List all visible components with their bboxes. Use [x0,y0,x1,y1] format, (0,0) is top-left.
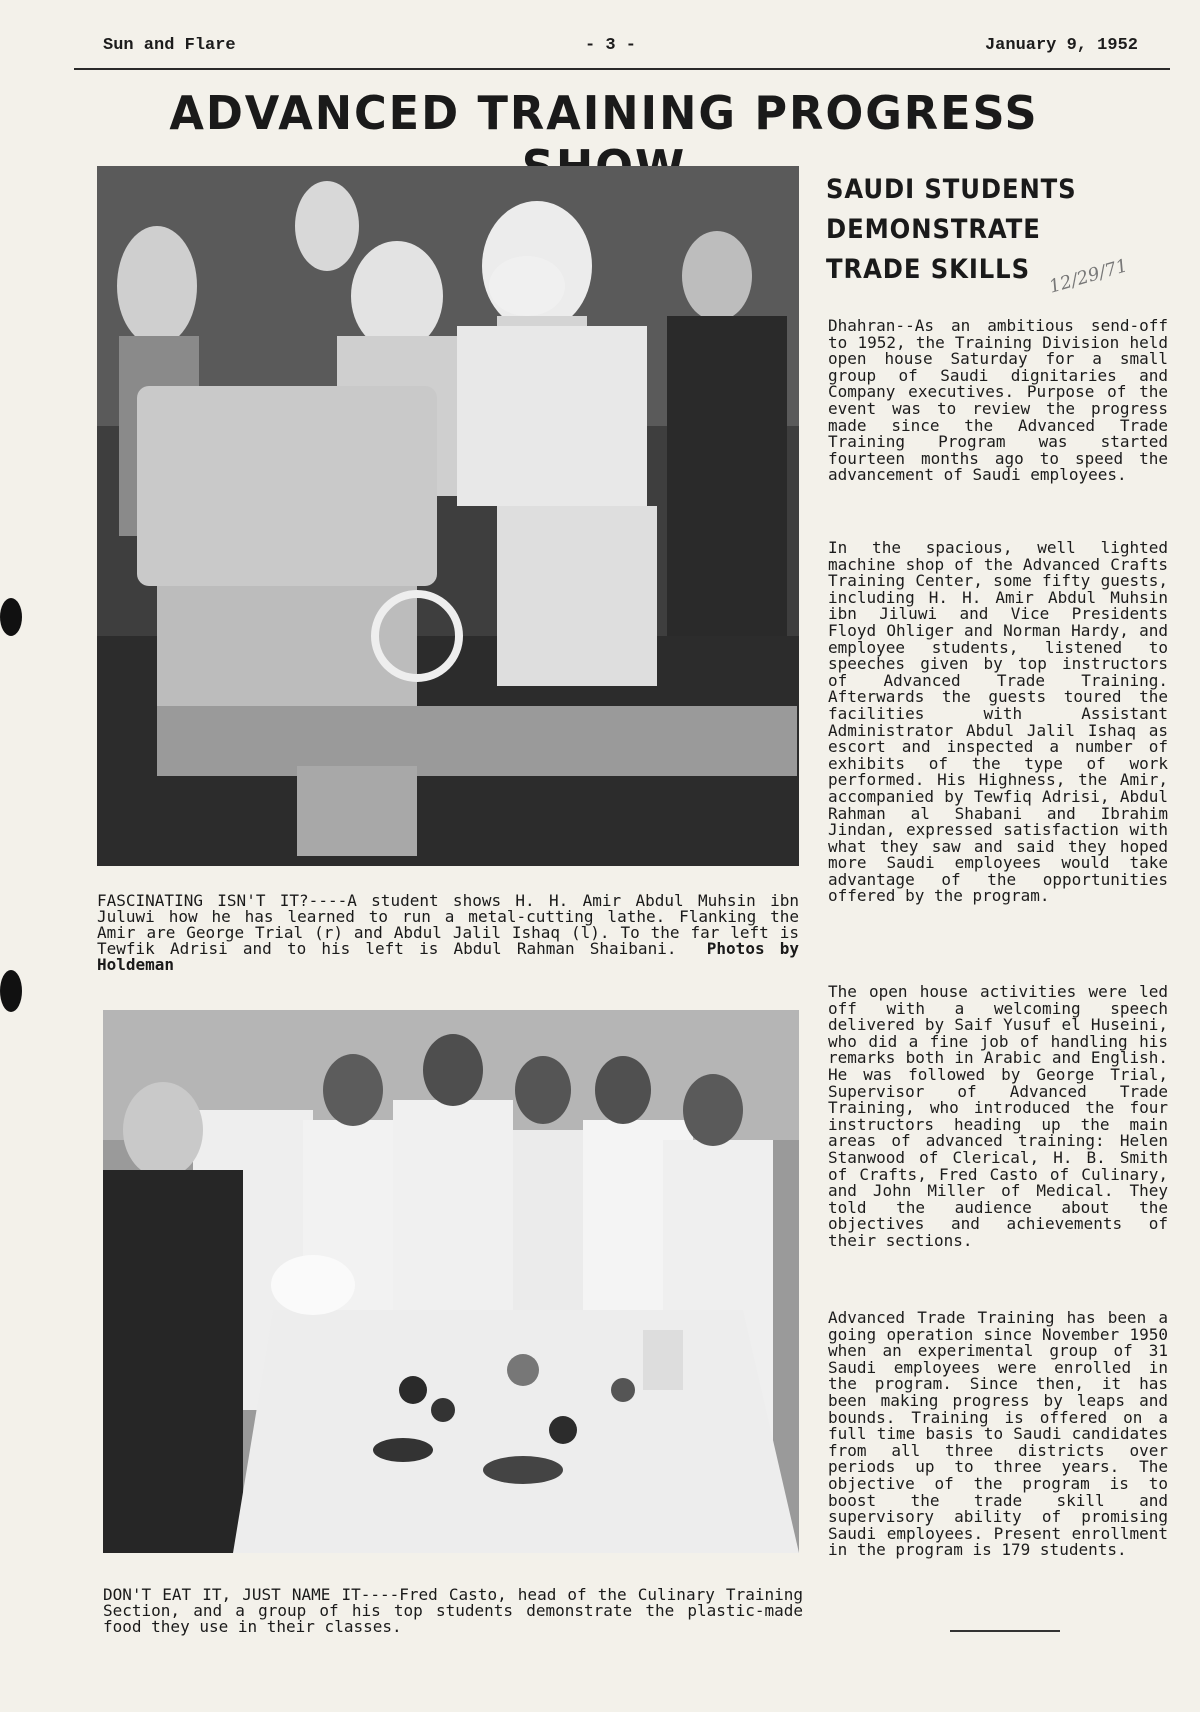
binder-hole [0,598,22,636]
article-paragraph [828,540,1168,905]
paragraph-text: Dhahran--As an ambitious send-off to 1952, the Training Division held open house Saturday for a small group of Saudi dignitaries and Company executives. Purpose of the event was to review the progress made since the Advanced Trade Training Program was started fourteen months ago to speed the advancement of Saudi employees. [828,316,1168,485]
end-of-article-rule [950,1630,1060,1632]
culinary-photo-caption: DON'T EAT IT, JUST NAME IT----Fred Casto, head of the Culinary Training Section, and a group of his top students demonstrate the plastic-made food they use in their classes. [103,1585,813,1636]
page-number: - 3 - [585,36,637,55]
lathe-photo [97,166,799,866]
article-paragraph [828,1310,1168,1559]
paragraph-text: In the spacious, well lighted machine shop of the Advanced Crafts Training Center, some fifty guests, including H. H. Amir Abdul Muhsin ibn Jiluwi and Vice Presidents Floyd Ohliger and Norman Hardy, and employee students, listened to speeches given by top instructors of Advanced Trade Training. Afterwards the guests toured the facilities with Assistant Administrator Abdul Jalil Ishaq as escort and inspected a number of exhibits of the type of work performed. His Highness, the Amir, accompanied by Tewfiq Adrisi, Abdul Rahman al Shabani and Ibrahim Jindan, expressed satisfaction with what they saw and said they hoped more Saudi employees would take advantage of the opportunities offered by the program. [828,538,1168,906]
paragraph-text: Advanced Trade Training has been a going operation since November 1950 when an experimental group of 31 Saudi employees were enrolled in the program. Since then, it has been making progress by leaps and bounds. Training is offered on a full time basis to Saudi candidates from all three districts over periods up to three years. The objective of the program is to boost the trade skill and supervisory ability of promising Saudi employees. Present enrollment in the program is 179 students. [828,1308,1168,1560]
article-headline-line-3: TRADE SKILLS [826,254,1030,285]
issue-date: January 9, 1952 [984,36,1138,55]
caption-text: FASCINATING ISN'T IT?----A student shows H. H. Amir Abdul Muhsin ibn Juluwi how he has learned to run a metal-cutting lathe. Flanking the Amir are George Trial (r) and Abdul Jalil Ishaq (l). To the far left is Tewfik Adrisi and to his left is Abdul Rahman Shaibani. [97,891,809,958]
handwritten-note: 12/29/71 [1046,255,1131,298]
page-headline: ADVANCED TRAINING PROGRESS [169,86,1039,140]
photo-credit: Photos by Holdeman [97,939,809,974]
article-headline-line-2: DEMONSTRATE [826,214,1041,245]
culinary-photo [103,1010,799,1553]
header-rule [74,68,1170,70]
publication-name: Sun and Flare [103,36,236,55]
lathe-photo-caption [97,891,809,974]
paragraph-text: The open house activities were led off with a welcoming speech delivered by Saif Yusuf el Huseini, who did a fine job of handling his remarks both in Arabic and English. He was followed by George Trial, Supervisor of Advanced Trade Training, who introduced the four instructors heading up the main areas of advanced training: Helen Stanwood of Clerical, H. B. Smith of Crafts, Fred Casto of Culinary, and John Miller of Medical. They told the audience about the objectives and achievements of their sections. [828,982,1168,1250]
binder-hole [0,970,22,1012]
article-headline-line-1: SAUDI STUDENTS [826,174,1077,205]
article-paragraph [828,984,1168,1250]
article-paragraph [828,318,1168,484]
